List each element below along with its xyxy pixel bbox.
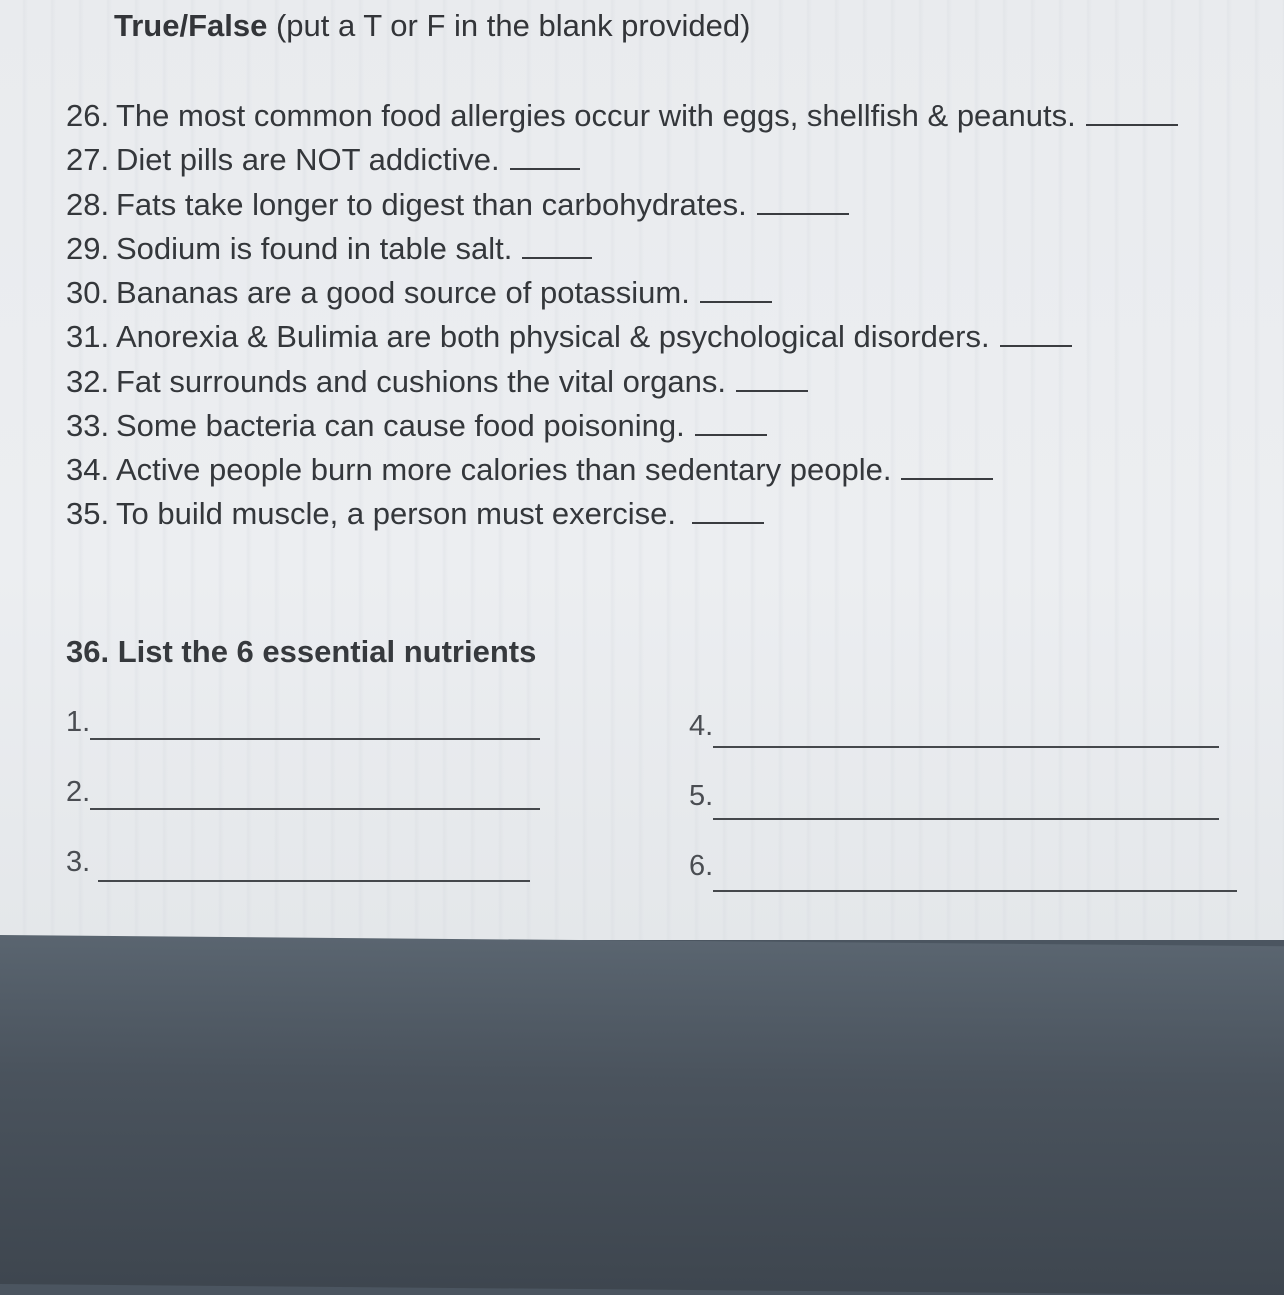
question-text: Anorexia & Bulimia are both physical & psychological disorders.: [116, 319, 990, 354]
question-text: Bananas are a good source of potassium.: [116, 275, 690, 310]
nutrient-slot: [689, 850, 713, 883]
question-text: The most common food allergies occur with eggs, shellfish & peanuts.: [116, 98, 1076, 133]
question-item: [66, 231, 592, 267]
question-number: 27.: [66, 142, 110, 177]
answer-blank[interactable]: [757, 212, 849, 215]
question-item: [66, 364, 808, 400]
answer-blank[interactable]: [1086, 123, 1178, 126]
question-item: [66, 408, 767, 444]
nutrient-slot: [66, 776, 90, 809]
question-number: 33.: [66, 408, 110, 443]
question-text: Active people burn more calories than sedentary people.: [116, 452, 892, 487]
question-number: 28.: [66, 187, 110, 222]
nutrients-question-title: 36. List the 6 essential nutrients: [66, 634, 537, 669]
screen-bottom-edge: [0, 935, 1284, 1295]
section-header: [114, 8, 750, 44]
nutrient-answer-line[interactable]: [90, 738, 540, 740]
question-text: Some bacteria can cause food poisoning.: [116, 408, 685, 443]
question-item: [66, 187, 849, 223]
question-item: [66, 319, 1072, 355]
nutrient-slot-number: 1.: [66, 706, 91, 738]
nutrient-answer-line[interactable]: [713, 746, 1219, 748]
header-title: True/False: [114, 8, 268, 43]
nutrient-answer-line[interactable]: [713, 818, 1219, 820]
question-item: [66, 98, 1178, 134]
answer-blank[interactable]: [695, 433, 767, 436]
question-item: [66, 496, 764, 532]
question-text: Sodium is found in table salt.: [116, 231, 513, 266]
answer-blank[interactable]: [700, 300, 772, 303]
nutrient-slot-number: 2.: [66, 776, 91, 808]
nutrient-slot: [689, 710, 713, 743]
answer-blank[interactable]: [736, 389, 808, 392]
question-item: [66, 275, 772, 311]
question-number: 31.: [66, 319, 110, 354]
nutrient-slot: [689, 780, 713, 813]
question-number: 35.: [66, 496, 110, 531]
question-text: To build muscle, a person must exercise.: [116, 496, 676, 531]
nutrient-slot-number: 4.: [689, 710, 714, 742]
nutrient-slot-number: 5.: [689, 780, 714, 812]
question-number: 29.: [66, 231, 110, 266]
header-instructions: (put a T or F in the blank provided): [267, 8, 751, 43]
answer-blank[interactable]: [1000, 344, 1072, 347]
nutrient-answer-line[interactable]: [90, 808, 540, 810]
nutrient-slot-number: 6.: [689, 850, 714, 882]
nutrient-slot: [66, 846, 90, 879]
nutrient-slot-number: 3.: [66, 846, 91, 878]
nutrient-slot: [66, 706, 90, 739]
question-number: 30.: [66, 275, 110, 310]
answer-blank[interactable]: [692, 521, 764, 524]
nutrient-answer-line[interactable]: [713, 890, 1237, 892]
question-number: 32.: [66, 364, 110, 399]
question-item: [66, 142, 580, 178]
question-number: 34.: [66, 452, 110, 487]
answer-blank[interactable]: [522, 256, 592, 259]
question-text: Diet pills are NOT addictive.: [116, 142, 500, 177]
answer-blank[interactable]: [510, 167, 580, 170]
question-number: 26.: [66, 98, 110, 133]
question-item: [66, 452, 993, 488]
question-text: Fats take longer to digest than carbohydrates.: [116, 187, 747, 222]
question-text: Fat surrounds and cushions the vital organs.: [116, 364, 727, 399]
nutrient-answer-line[interactable]: [98, 880, 530, 882]
answer-blank[interactable]: [901, 477, 993, 480]
